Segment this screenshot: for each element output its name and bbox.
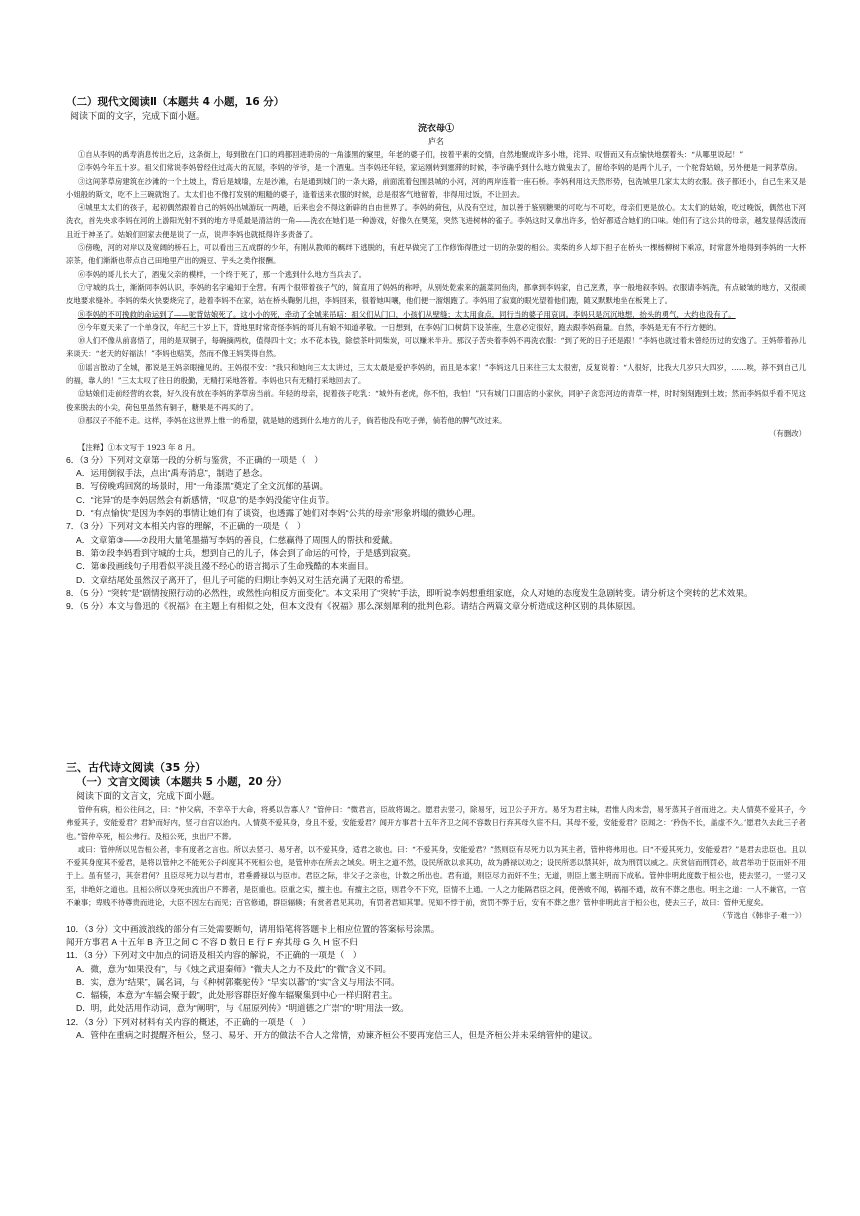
section-2-heading: （二）现代文阅读Ⅱ（本题共 4 小题，16 分） (66, 96, 285, 108)
passage-author: 庐名 (428, 137, 444, 146)
paragraph-underlined: ⑧李妈的不可挽救的命运到了——驼背姑娘死了。这小小的死，牵动了全城来吊唁：祖父们从门口，小孩们从壁缝；太太用食点，同行当的婆子用哀词。李妈只是沉沉地想，抬头的勇气，大约也没有了。 (77, 309, 736, 319)
option: D．明，此处活用作动词，意为“阐明”，与《屈原列传》“明道德之广崇”的“明”用法一致。 (76, 1003, 409, 1014)
option: B．实，意为“结果”，属名词，与《种树郭橐驼传》“早实以蕃”的“实”含义与用法不同。 (76, 976, 400, 987)
paragraph: ②李妈今年五十岁。祖父们常说李妈曾经住过高大的瓦屋，李妈的爷爷，是一个酒鬼。当李妈还年轻，家运刚转到塞滞的时候，李爷确乎到什么地方做鬼去了，留给李妈的是两个儿子，一个驼背姑娘，另外便是一间茅草房。 (77, 163, 803, 173)
section-2 (66, 95, 806, 613)
paragraph: ⑨今年夏天来了一个单身汉，年纪三十岁上下，背地里时常奇怪李妈的哥儿有娘不知道孝敬。一日想到，在李妈门口树荫下设茶座，生意必定很好，跑去跟李妈商量。自然，李妈是无有不行方便的。 (77, 322, 721, 332)
classical-paragraph: 管仲有病，桓公往问之，曰：“仲父病，不幸卒于大命，将奚以告寡人？”管仲曰：“微君言，臣故将谒之。愿君去竖刁，除易牙，远卫公子开方。易牙为君主味，君惟人肉未尝，易牙蒸其子首而进之。夫人情莫不爱其子，今弗爱其子，安能爱君？君妒而好内，竖刁自宫以治内。人情莫不爱其身，身且不爱，安能爱君？闻开方事君十五年齐卫之间不容数日行弃其母久宦不归。其母不爱，安能爱君？臣闻之：‘矜伪不长，盖虚不久。’愿君久去此三子者也。”管仲卒死，桓公弗行。及桓公死，虫出尸不葬。 (66, 805, 806, 841)
question-10: 10．（3 分）文中画波浪线的部分有三处需要断句，请用铅笔将答题卡上相应位置的答案标号涂黑。 (66, 923, 440, 934)
section-3-subheading: （一）文言文阅读（本题共 5 小题，20 分） (76, 776, 288, 788)
question-7: 7．（3 分）下列对文本相关内容的理解，不正确的一项是（ ） (66, 521, 306, 532)
option: B．第⑦段李妈看到守城的士兵，想到自己的儿子，体会到了命运的可怜，于是感到寂寞。 (76, 547, 417, 558)
option: A．微，意为“如果没有”，与《烛之武退秦师》“微夫人之力不及此”的“微”含义不同。 (76, 963, 392, 974)
section-3-instruction: 阅读下面的文言文，完成下面小题。 (76, 791, 221, 801)
question-10-options: 闻开方事君 A 十五年 B 齐卫之间 C 不容 D 数日 E 行 F 弃其母 G 久 H 宦不归 (66, 936, 358, 947)
paragraph: ⑩人们不像从前喜悟了，用的是双铜子，每碗摘两枚，值得四十文；水不花本钱，除偿茶叶同柴炭，可以赚米半升。那汉子苦央着李妈不再洗衣服：“到了死的日子还是跟！”李妈也就过着未曾经历过的安逸了。王妈带着孙儿来谈天：“老天的好福法！”李妈也赔笑，然而不像王妈笑得自然。 (66, 336, 806, 359)
question-12: 12．（3 分）下列对材料有关内容的概述，不正确的一项是（ ） (66, 1016, 311, 1027)
paragraph: ⑫姑娘们走前经营的衣裳，好久没有放在李妈的茅草房当前。年轻的母亲，捉着孩子吃乳：“城外有老虎，你不怕，我怕！”只有城门口面店的小家伙，同驴子贪恋河边的青草一样，时时刻刻跑到土坡；然而李妈似乎看不见这俊来脱去的小尖，荷包里虽然有铜子，糖果是不再买的了。 (66, 389, 806, 412)
section-3 (66, 760, 806, 1042)
section-2-instruction: 阅读下面的文字，完成下面小题。 (70, 111, 206, 121)
paragraph: ③这间茅草房建筑在沙滩的一个土坡上，背后是城墙，左是沙滩，右是通到城门的一条大路，前面流着包围县城的小河，河的两岸连着一座石桥。李妈利用这天然形势，包洗城里几家太太的衣服。孩子都还小，自己生来又是小姐般的斯文，吃不上三碗就饱了。太太们也不像打发别的粗糙的婆子，逢着送来衣服的时候，总是很客气地留着，非得用过饭，不让回去。 (66, 176, 806, 199)
classical-paragraph: 或曰：管仲所以见告桓公者，非有度者之言也。所以去竖刁、易牙者，以不爱其身，适君之欲也。曰：“不爱其身，安能爱君？”然则臣有尽死力以为其主者，管仲将弗用也。曰“不爱其死力，安能爱君？”是君去忠臣也。且以不爱其身度其不爱君，是将以管仲之不能死公子纠度其不死桓公也，是管仲亦在所去之域矣。明主之道不然，设民所欲以求其功，故为爵禄以劝之；设民所恶以禁其奸，故为刑罚以威之。庆赏信而刑罚必，故君举功于臣而奸不用于上。虽有竖刁，其奈君何？且臣尽死力以与君市，君垂爵禄以与臣市。君臣之际，非父子之亲也，计数之所出也。君有道，则臣尽力而奸不生；无道，则臣上塞主明而下成私。管仲非明此度数于桓公也，使去竖刁，一竖刁又至，非绝奸之道也。且桓公所以身死虫流出户不葬者，是臣重也。臣重之实，擅主也。有擅主之臣，则君令不下究，臣情不上通。一人之力能隔君臣之间，使善败不闻，祸福不通，故有不葬之患也。明主之道：一人不兼官，一官不兼事；卑贱不待尊贵而进论，大臣不因左右而见；百官修通，群臣辐辏；有赏者君见其功，有罚者君知其罪。见知不悖于前，赏罚不弊于后，安有不葬之患？管仲非明此言于桓公也，使去三子，故曰：管仲无度矣。 (66, 844, 806, 908)
paragraph: ④城里太太们的孩子，起初偶然跟着自己的妈妈出城游玩一两趟，后来也会不得这新辟的自由世界了。李妈的荷包，从没有空过，加以善于鉴别糖果的可吃与不可吃，母亲们更是放心。太太们的姑娘，吃过晚饭，偶然也下河洗衣，首先央求李妈在河的上游阳光射不到的地方寻觅最是清洁的一角——洗衣在她们是一种游戏，好像久在樊笼，突然飞进树林的雀子。李妈这时又拿出许多，恰好都适合她们的口味。她们有了这公共的母亲，越发显得活泼而且近于神圣了。姑娘们回家去便是说了一点，说声李妈也就抵得许多责备了。 (66, 203, 806, 239)
paragraph: ⑤傍晚，河的对岸以及宽阔的桥石上，可以看出三五成群的少年，有刚从教师的羁绊下逃脱的，有赶早做完了工作修饰得胜过一切的杂耍的相公。卖柴的乡人却下担子在桥头一棵杨柳树下乘凉，时常意外地得到李妈的一大杯凉茶，他们渐渐也带点自己田地里产出的豌豆、芋头之类作报酬。 (66, 243, 806, 266)
option: C．第⑧段画线句子用看似平淡且漫不经心的语言揭示了生命残酷的本来面目。 (76, 561, 374, 572)
option: A．运用倒叙手法，点出“禹寿消息”，制造了悬念。 (76, 468, 268, 479)
paragraph: ⑪谣言散动了全城，都说是王妈亲眼撞见的。王妈很不安：“我只和她向三太太讲过，三太太最是爱护李妈的，而且是本家！”李妈这几日来往三太太很密，反复说着：“人很好，比我大几岁只大四岁，……唉，莽不到自己儿的福，靠人的！”三太太叹了往日的殷勤，无精打采地答着。李妈也只有无精打采地回去了。 (66, 362, 806, 386)
question-8: 8．（5 分）“突转”是“剧情按照行动的必然性，或然性向相反方面变化”。本文采用了“突转”手法，即听说李妈想重组家庭，众人对她的态度发生急剧转变。请分析这个突转的艺术效果。 (66, 587, 753, 598)
section-3-heading: 三、古代诗文阅读（35 分） (66, 761, 207, 774)
question-6: 6．（3 分）下列对文章第一段的分析与鉴赏，不正确的一项是（ ） (66, 454, 323, 465)
option: B．写傍晚鸡回窝的场景时，用“一角漆黑”奠定了全文沉郁的基调。 (76, 481, 329, 492)
question-11: 11．（3 分）下列对文中加点的词语及相关内容的解说，不正确的一项是（ ） (66, 950, 362, 961)
option: D．“有点愉快”是因为李妈的事情让她们有了谈资，也透露了她们对李妈“公共的母亲”形象坍塌的微妙心理。 (76, 508, 481, 519)
paragraph: ⑦守城的兵士，渐渐同李妈认识，李妈的名字遍知于全营。有两个很带着孩子气的，简直用了妈妈的称呼，从别处乾索来的蔬菜同鱼肉，都拿到李妈家，自己烹煮，享一般地叙李妈。衣服请李妈洗，有点破皱的地方，又很顽皮地要求缝补。李妈的柴火快要烧完了，趁着李妈不在家，站在桥头鞠躬儿担，李妈回来，很着她叫嚷，他们便一溜烟跑了。李妈用了寂寞的眼光望着他们跑，随又默默地坐在板凳上了。 (66, 282, 806, 306)
option: C．辐辏，本意为“车辐会聚于毂”，此处形容群臣好像车辐聚集到中心一样归附君主。 (76, 990, 398, 1001)
paragraph: ①自从李妈的禹寿消息传出之后，这条街上，每到散在门口的鸡都回进聆房的一角漆黑的窠里，年老的婆子们，按着平素的交情，自然地聚成许多小堆，诧异、叹惜而又有点愉快地摆着头：“从哪里说起！” (77, 150, 744, 159)
source-note: （节选自《韩非子·难一》） (718, 911, 806, 921)
annotation: 【注释】①本文写于 1923 年 8 月。 (78, 442, 200, 452)
option: C．“诧异”的是李妈居然会有新感情，“叹息”的是李妈没能守住贞节。 (76, 494, 335, 505)
option: A．文章第③——⑦段用大量笔墨描写李妈的善良，仁慈赢得了周围人的帮扶和爱戴。 (76, 534, 398, 545)
passage-title: 浣衣母① (417, 124, 454, 134)
option: D．文章结尾处虽然汉子离开了，但儿子可能的归期让李妈又对生活充满了无限的希望。 (76, 574, 409, 585)
question-9: 9．（5 分）本文与鲁迅的《祝福》在主题上有相似之处，但本文没有《祝福》那么深刻犀利的批判色彩。请结合两篇文章分析造成这种区别的具体原因。 (66, 601, 641, 612)
paragraph: ⑥李妈的哥儿长大了，酒鬼父亲的模样，一个终于死了，那一个逃到什么地方当兵去了。 (77, 269, 367, 279)
paragraph: ⑬那汉子不能不走。这样，李妈在这世界上惟一的希望，就是她的逃到什么地方的儿子，倘若他没有吃子弹，倘若他的脾气改过来。 (77, 415, 507, 425)
source-note: （有删改） (769, 429, 806, 439)
option: A．管仲在重病之时提醒齐桓公，竖刁、易牙、开方的做法不合人之常情，劝谏齐桓公不要再宠信三人，但是齐桓公并未采纳管仲的建议。 (76, 1030, 598, 1041)
